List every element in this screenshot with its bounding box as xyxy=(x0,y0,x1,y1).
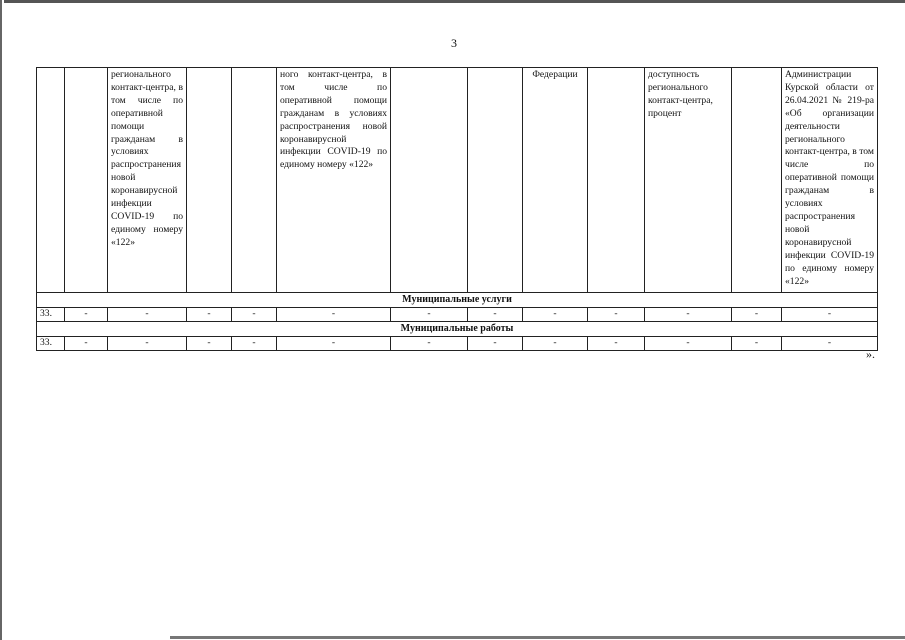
dash-cell: - xyxy=(65,308,108,322)
cell-indicator: доступность регионального контакт-центра, процент xyxy=(645,68,732,293)
dash-cell: - xyxy=(187,308,232,322)
dash-cell: - xyxy=(523,337,588,351)
closing-quote-mark: ». xyxy=(866,347,875,361)
cell-c8 xyxy=(468,68,523,293)
cell-legal-basis: Администрации Курской области от 26.04.2021 № 219-ра «Об организации деятельности регионального контакт-центра, в том числе по оперативной помощи гражданам в условиях распространения новой коронавирусной инфекции COVID-19 по единому номеру «122» xyxy=(782,68,878,293)
row-number: 33. xyxy=(37,308,65,322)
dash-cell: - xyxy=(588,308,645,322)
dash-cell: - xyxy=(523,308,588,322)
page-number: 3 xyxy=(451,36,457,50)
dash-cell: - xyxy=(645,337,732,351)
scan-left-edge xyxy=(0,0,2,640)
dash-cell: - xyxy=(391,308,468,322)
dash-cell: - xyxy=(277,308,391,322)
dash-cell: - xyxy=(232,308,277,322)
cell-c10 xyxy=(588,68,645,293)
dash-cell: - xyxy=(65,337,108,351)
cell-federation: Федерации xyxy=(523,68,588,293)
table-row-services xyxy=(37,308,878,322)
section-municipal-services xyxy=(37,293,878,308)
dash-cell: - xyxy=(468,337,523,351)
dash-cell: - xyxy=(391,337,468,351)
dash-cell: - xyxy=(782,337,878,351)
cell-c12 xyxy=(732,68,782,293)
cell-service-name: регионального контакт-центра, в том числе по оперативной помощи гражданам в условиях распространения новой коронавирусной инфекции COVID-19 по единому номеру «122» xyxy=(108,68,187,293)
dash-cell: - xyxy=(588,337,645,351)
dash-cell: - xyxy=(187,337,232,351)
dash-cell: - xyxy=(782,308,878,322)
dash-cell: - xyxy=(108,308,187,322)
scan-bottom-edge xyxy=(170,636,905,639)
section-title-services: Муниципальные услуги xyxy=(37,293,878,308)
cell-c7 xyxy=(391,68,468,293)
dash-cell: - xyxy=(277,337,391,351)
dash-cell: - xyxy=(732,308,782,322)
dash-cell: - xyxy=(108,337,187,351)
continuation-row xyxy=(37,68,878,293)
row-number: 33. xyxy=(37,337,65,351)
cell-c4 xyxy=(187,68,232,293)
table-row-works xyxy=(37,337,878,351)
cell-c1 xyxy=(37,68,65,293)
section-municipal-works xyxy=(37,322,878,337)
dash-cell: - xyxy=(732,337,782,351)
cell-c5 xyxy=(232,68,277,293)
section-title-works: Муниципальные работы xyxy=(37,322,878,337)
cell-c2 xyxy=(65,68,108,293)
document-table xyxy=(36,67,878,351)
scan-top-edge xyxy=(4,0,905,3)
dash-cell: - xyxy=(232,337,277,351)
cell-service-content: ного контакт-центра, в том числе по оперативной помощи гражданам в условиях распространения новой коронавирусной инфекции COVID-19 по единому номеру «122» xyxy=(277,68,391,293)
dash-cell: - xyxy=(645,308,732,322)
dash-cell: - xyxy=(468,308,523,322)
